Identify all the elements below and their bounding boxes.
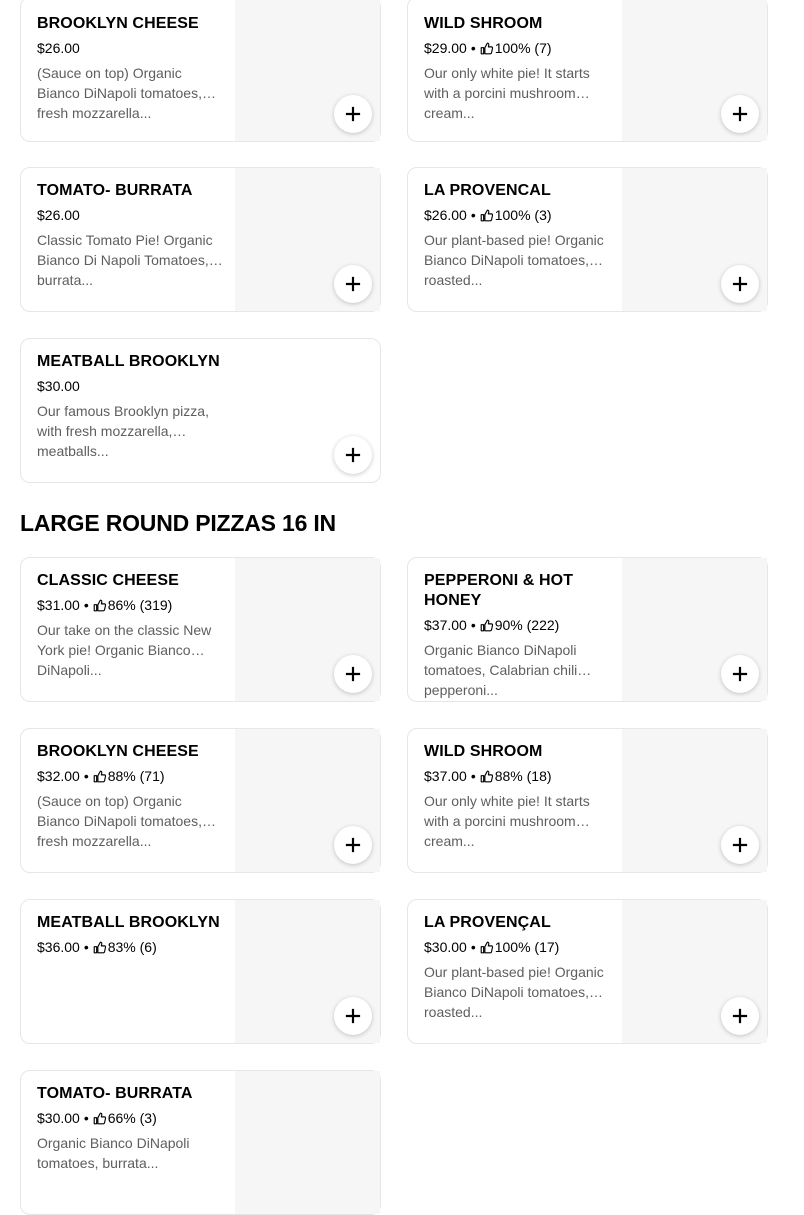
plus-icon xyxy=(346,277,360,291)
thumbs-up-icon xyxy=(480,941,493,954)
menu-item-card[interactable] xyxy=(20,557,381,702)
plus-icon xyxy=(733,667,747,681)
item-text xyxy=(37,571,227,678)
add-item-button[interactable] xyxy=(334,436,372,474)
item-rating: 100% (3) xyxy=(494,207,552,223)
item-price: $37.00 xyxy=(424,768,467,784)
item-price: $32.00 xyxy=(37,768,80,784)
menu-item-card[interactable] xyxy=(407,899,768,1044)
item-rating: 100% (7) xyxy=(494,40,552,56)
thumbs-up-icon xyxy=(480,770,493,783)
item-price: $26.00 xyxy=(37,40,80,56)
item-text xyxy=(424,181,614,288)
add-item-button[interactable] xyxy=(721,655,759,693)
item-name: PEPPERONI & HOT HONEY xyxy=(424,572,574,609)
item-description: (Sauce on top) Organic Bianco DiNapoli tomatoes, fresh mozzarella... xyxy=(37,793,202,849)
plus-icon xyxy=(733,277,747,291)
menu-item-card[interactable] xyxy=(407,167,768,312)
item-name: MEATBALL BROOKLYN xyxy=(37,353,220,370)
plus-icon xyxy=(733,1009,747,1023)
add-item-button[interactable] xyxy=(334,95,372,133)
menu-item-card[interactable] xyxy=(20,338,381,483)
plus-icon xyxy=(346,667,360,681)
plus-icon xyxy=(346,838,360,852)
item-price: $30.00 xyxy=(424,939,467,955)
item-price: $36.00 xyxy=(37,939,80,955)
plus-icon xyxy=(346,1009,360,1023)
add-item-button[interactable] xyxy=(721,265,759,303)
item-price: $37.00 xyxy=(424,617,467,633)
item-text xyxy=(37,352,227,459)
item-description: (Sauce on top) Organic Bianco DiNapoli tomatoes, fresh mozzarella... xyxy=(37,65,202,121)
menu-item-card[interactable] xyxy=(20,0,381,142)
menu-item-card[interactable] xyxy=(407,728,768,873)
item-meta: $37.00 • 90% (222) xyxy=(424,617,560,633)
thumbs-up-icon xyxy=(480,619,493,632)
section-title: LARGE ROUND PIZZAS 16 IN xyxy=(20,510,336,536)
item-price: $31.00 xyxy=(37,597,80,613)
item-rating: 83% (6) xyxy=(107,939,157,955)
add-item-button[interactable] xyxy=(721,95,759,133)
item-description: Organic Bianco DiNapoli tomatoes, Calabrian chili pepperoni... xyxy=(424,642,578,698)
add-item-button[interactable] xyxy=(334,826,372,864)
item-meta: $31.00 • 86% (319) xyxy=(37,597,173,613)
item-text xyxy=(37,913,227,962)
menu-item-card[interactable] xyxy=(20,728,381,873)
item-text xyxy=(37,181,227,288)
item-meta: $37.00 • 88% (18) xyxy=(424,768,552,784)
add-item-button[interactable] xyxy=(721,997,759,1035)
thumbs-up-icon xyxy=(480,209,493,222)
item-description: Classic Tomato Pie! Organic Bianco Di Napoli Tomatoes, burrata... xyxy=(37,232,213,288)
item-meta xyxy=(37,206,227,224)
item-rating: 90% (222) xyxy=(494,617,560,633)
item-text xyxy=(37,742,227,849)
item-name: LA PROVENÇAL xyxy=(424,914,551,931)
item-name: BROOKLYN CHEESE xyxy=(37,743,199,760)
item-text xyxy=(37,14,227,121)
item-text xyxy=(424,14,614,121)
add-item-button[interactable] xyxy=(334,655,372,693)
menu-item-card[interactable] xyxy=(20,899,381,1044)
plus-icon xyxy=(346,448,360,462)
item-name: WILD SHROOM xyxy=(424,15,543,32)
add-item-button[interactable] xyxy=(721,826,759,864)
item-image xyxy=(235,1071,380,1214)
thumbs-up-icon xyxy=(93,770,106,783)
menu-item-card[interactable] xyxy=(20,1070,381,1215)
item-text xyxy=(424,742,614,849)
item-name: LA PROVENCAL xyxy=(424,182,551,199)
thumbs-up-icon xyxy=(93,1112,106,1125)
item-rating: 88% (71) xyxy=(107,768,165,784)
menu-item-card[interactable] xyxy=(407,557,768,702)
item-rating: 100% (17) xyxy=(494,939,560,955)
item-meta: $26.00 • 100% (3) xyxy=(424,207,552,223)
item-meta: $36.00 • 83% (6) xyxy=(37,939,157,955)
item-meta xyxy=(37,39,227,57)
item-meta xyxy=(37,377,227,395)
item-meta: $30.00 • 66% (3) xyxy=(37,1110,157,1126)
item-name: CLASSIC CHEESE xyxy=(37,572,179,589)
item-description: Our plant-based pie! Organic Bianco DiNapoli tomatoes, roasted... xyxy=(424,232,604,288)
item-meta: $29.00 • 100% (7) xyxy=(424,40,552,56)
item-description: Our only white pie! It starts with a porcini mushroom cream... xyxy=(424,793,590,849)
item-description: Our only white pie! It starts with a porcini mushroom cream... xyxy=(424,65,590,121)
item-price: $29.00 xyxy=(424,40,467,56)
item-name: MEATBALL BROOKLYN xyxy=(37,914,220,931)
item-description: Our take on the classic New York pie! Organic Bianco DiNapoli... xyxy=(37,622,212,678)
plus-icon xyxy=(733,838,747,852)
thumbs-up-icon xyxy=(93,599,106,612)
item-rating: 86% (319) xyxy=(107,597,173,613)
item-rating: 66% (3) xyxy=(107,1110,157,1126)
item-meta: $32.00 • 88% (71) xyxy=(37,768,165,784)
item-name: TOMATO- BURRATA xyxy=(37,1085,193,1102)
item-price: $30.00 xyxy=(37,1110,80,1126)
add-item-button[interactable] xyxy=(334,997,372,1035)
thumbs-up-icon xyxy=(93,941,106,954)
item-description: Our famous Brooklyn pizza, with fresh mozzarella, meatballs... xyxy=(37,403,209,459)
item-text xyxy=(424,571,614,698)
item-price: $26.00 xyxy=(37,207,80,223)
menu-item-card[interactable] xyxy=(407,0,768,142)
plus-icon xyxy=(733,107,747,121)
item-price: $30.00 xyxy=(37,378,80,394)
menu-item-card[interactable] xyxy=(20,167,381,312)
item-text xyxy=(424,913,614,1020)
item-rating: 88% (18) xyxy=(494,768,552,784)
item-price: $26.00 xyxy=(424,207,467,223)
item-name: WILD SHROOM xyxy=(424,743,543,760)
thumbs-up-icon xyxy=(480,42,493,55)
item-name: TOMATO- BURRATA xyxy=(37,182,193,199)
item-description: Organic Bianco DiNapoli tomatoes, burrata... xyxy=(37,1135,190,1171)
item-meta: $30.00 • 100% (17) xyxy=(424,939,560,955)
item-text xyxy=(37,1084,227,1173)
add-item-button[interactable] xyxy=(334,265,372,303)
item-description: Our plant-based pie! Organic Bianco DiNapoli tomatoes, roasted... xyxy=(424,964,604,1020)
plus-icon xyxy=(346,107,360,121)
item-name: BROOKLYN CHEESE xyxy=(37,15,199,32)
